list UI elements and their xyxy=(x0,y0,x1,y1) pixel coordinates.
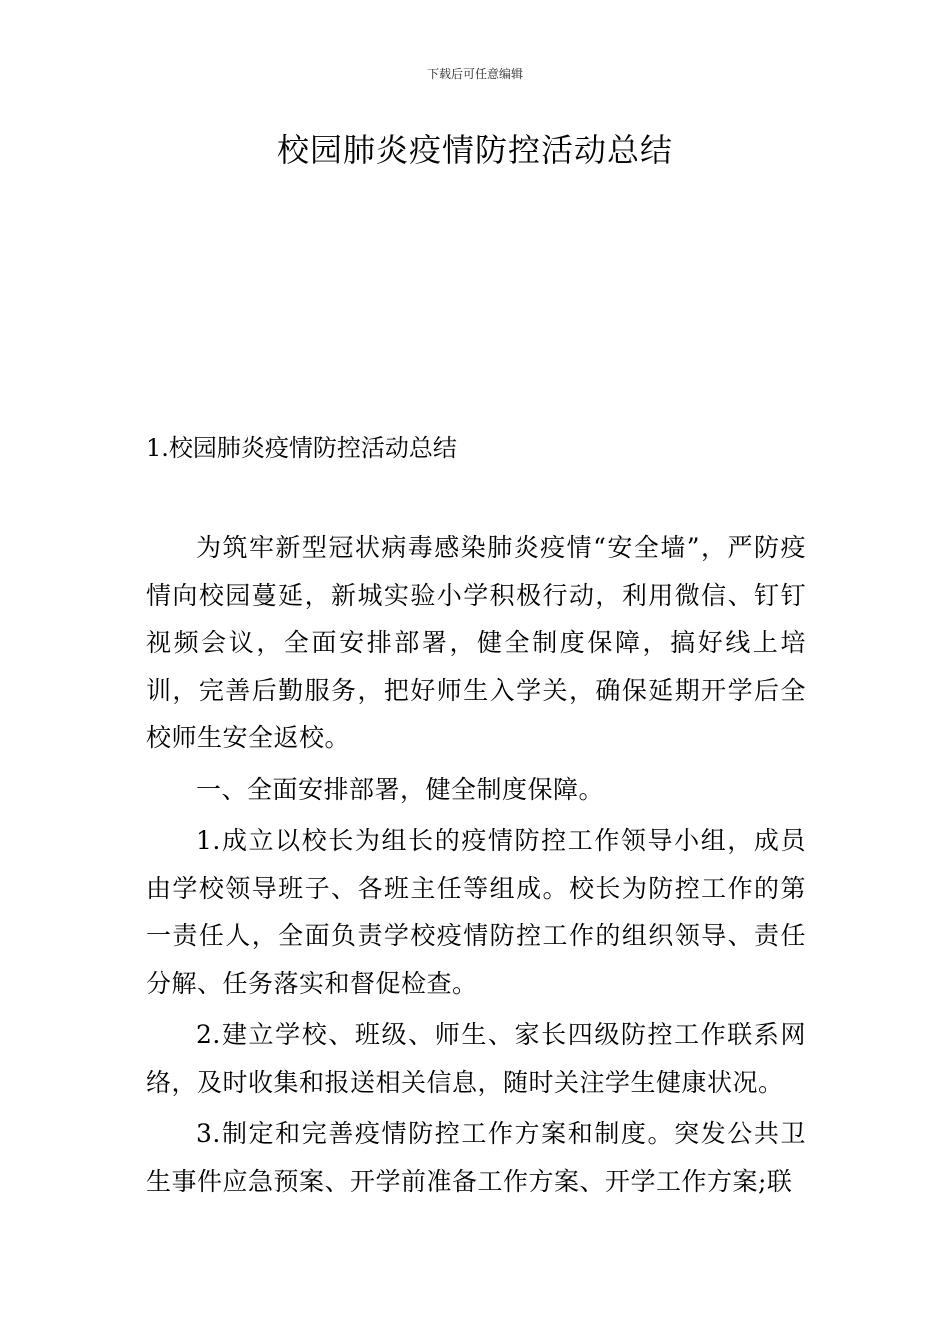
paragraph-intro: 为筑牢新型冠状病毒感染肺炎疫情“安全墙”，严防疫情向校园蔓延，新城实验小学积极行动，利用微信、钉钉视频会议，全面安排部署，健全制度保障，搞好线上培训，完善后勤服务，把好师生入学关，确保延期开学后全校师生安全返校。 xyxy=(146,533,806,752)
paragraph-heading-1: 一、全面安排部署，健全制度保障。 xyxy=(196,774,605,804)
document-title: 校园肺炎疫情防控活动总结 xyxy=(276,131,673,169)
paragraph-item-2: 2.建立学校、班级、师生、家长四级防控工作联系网络，及时收集和报送相关信息，随时关注学生健康状况。 xyxy=(146,1020,806,1097)
paragraph-item-1: 1.成立以校长为组长的疫情防控工作领导小组，成员由学校领导班子、各班主任等组成。校长为防控工作的第一责任人，全面负责学校疫情防控工作的组织领导、责任分解、任务落实和督促检查。 xyxy=(146,826,806,998)
paragraph-item-3: 3.制定和完善疫情防控工作方案和制度。突发公共卫生事件应急预案、开学前准备工作方案、开学工作方案;联 xyxy=(146,1119,806,1196)
header-note: 下载后可任意编辑 xyxy=(426,67,523,81)
document-body xyxy=(146,524,806,1209)
section-title: 1.校园肺炎疫情防控活动总结 xyxy=(146,434,457,462)
